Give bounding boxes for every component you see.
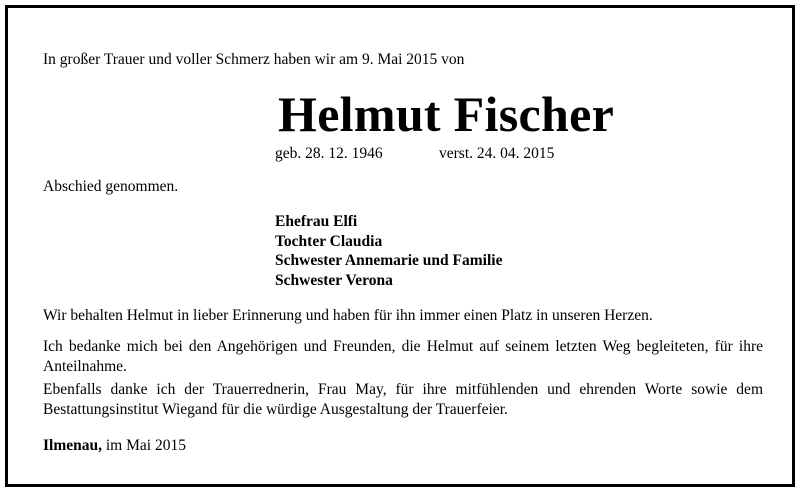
paragraph-thanks: Ich bedanke mich bei den Angehörigen und Freunden, die Helmut auf seinem letzten Weg begleiteten, für ihre Anteilnahme. bbox=[43, 338, 763, 375]
mourner-item: Schwester Verona bbox=[275, 271, 393, 289]
closing-date: im Mai 2015 bbox=[105, 437, 186, 454]
mourner-item: Ehefrau Elfi bbox=[275, 213, 358, 230]
closing-line bbox=[43, 436, 186, 455]
paragraph-thanks-speaker: Ebenfalls danke ich der Trauerrednerin, Frau May, für ihre mitfühlenden und ehrenden Worte sowie dem Bestattungsinstitut Wiegand für die würdige Ausgestaltung der Trauerfeier. bbox=[43, 381, 763, 418]
closing-place: Ilmenau, bbox=[43, 437, 102, 454]
obituary-notice bbox=[5, 5, 795, 487]
paragraph-memory: Wir behalten Helmut in lieber Erinnerung und haben für ihn immer einen Platz in unseren Herzen. bbox=[43, 307, 653, 324]
death-date: verst. 24. 04. 2015 bbox=[439, 145, 555, 162]
intro-text: In großer Trauer und voller Schmerz haben wir am 9. Mai 2015 von bbox=[43, 51, 465, 68]
birth-date: geb. 28. 12. 1946 bbox=[275, 145, 383, 162]
mourners-list bbox=[275, 212, 502, 290]
mourner-item: Tochter Claudia bbox=[275, 232, 383, 250]
deceased-name: Helmut Fischer bbox=[278, 86, 615, 142]
farewell-text: Abschied genommen. bbox=[43, 178, 179, 195]
mourner-item: Schwester Annemarie und Familie bbox=[275, 252, 503, 269]
